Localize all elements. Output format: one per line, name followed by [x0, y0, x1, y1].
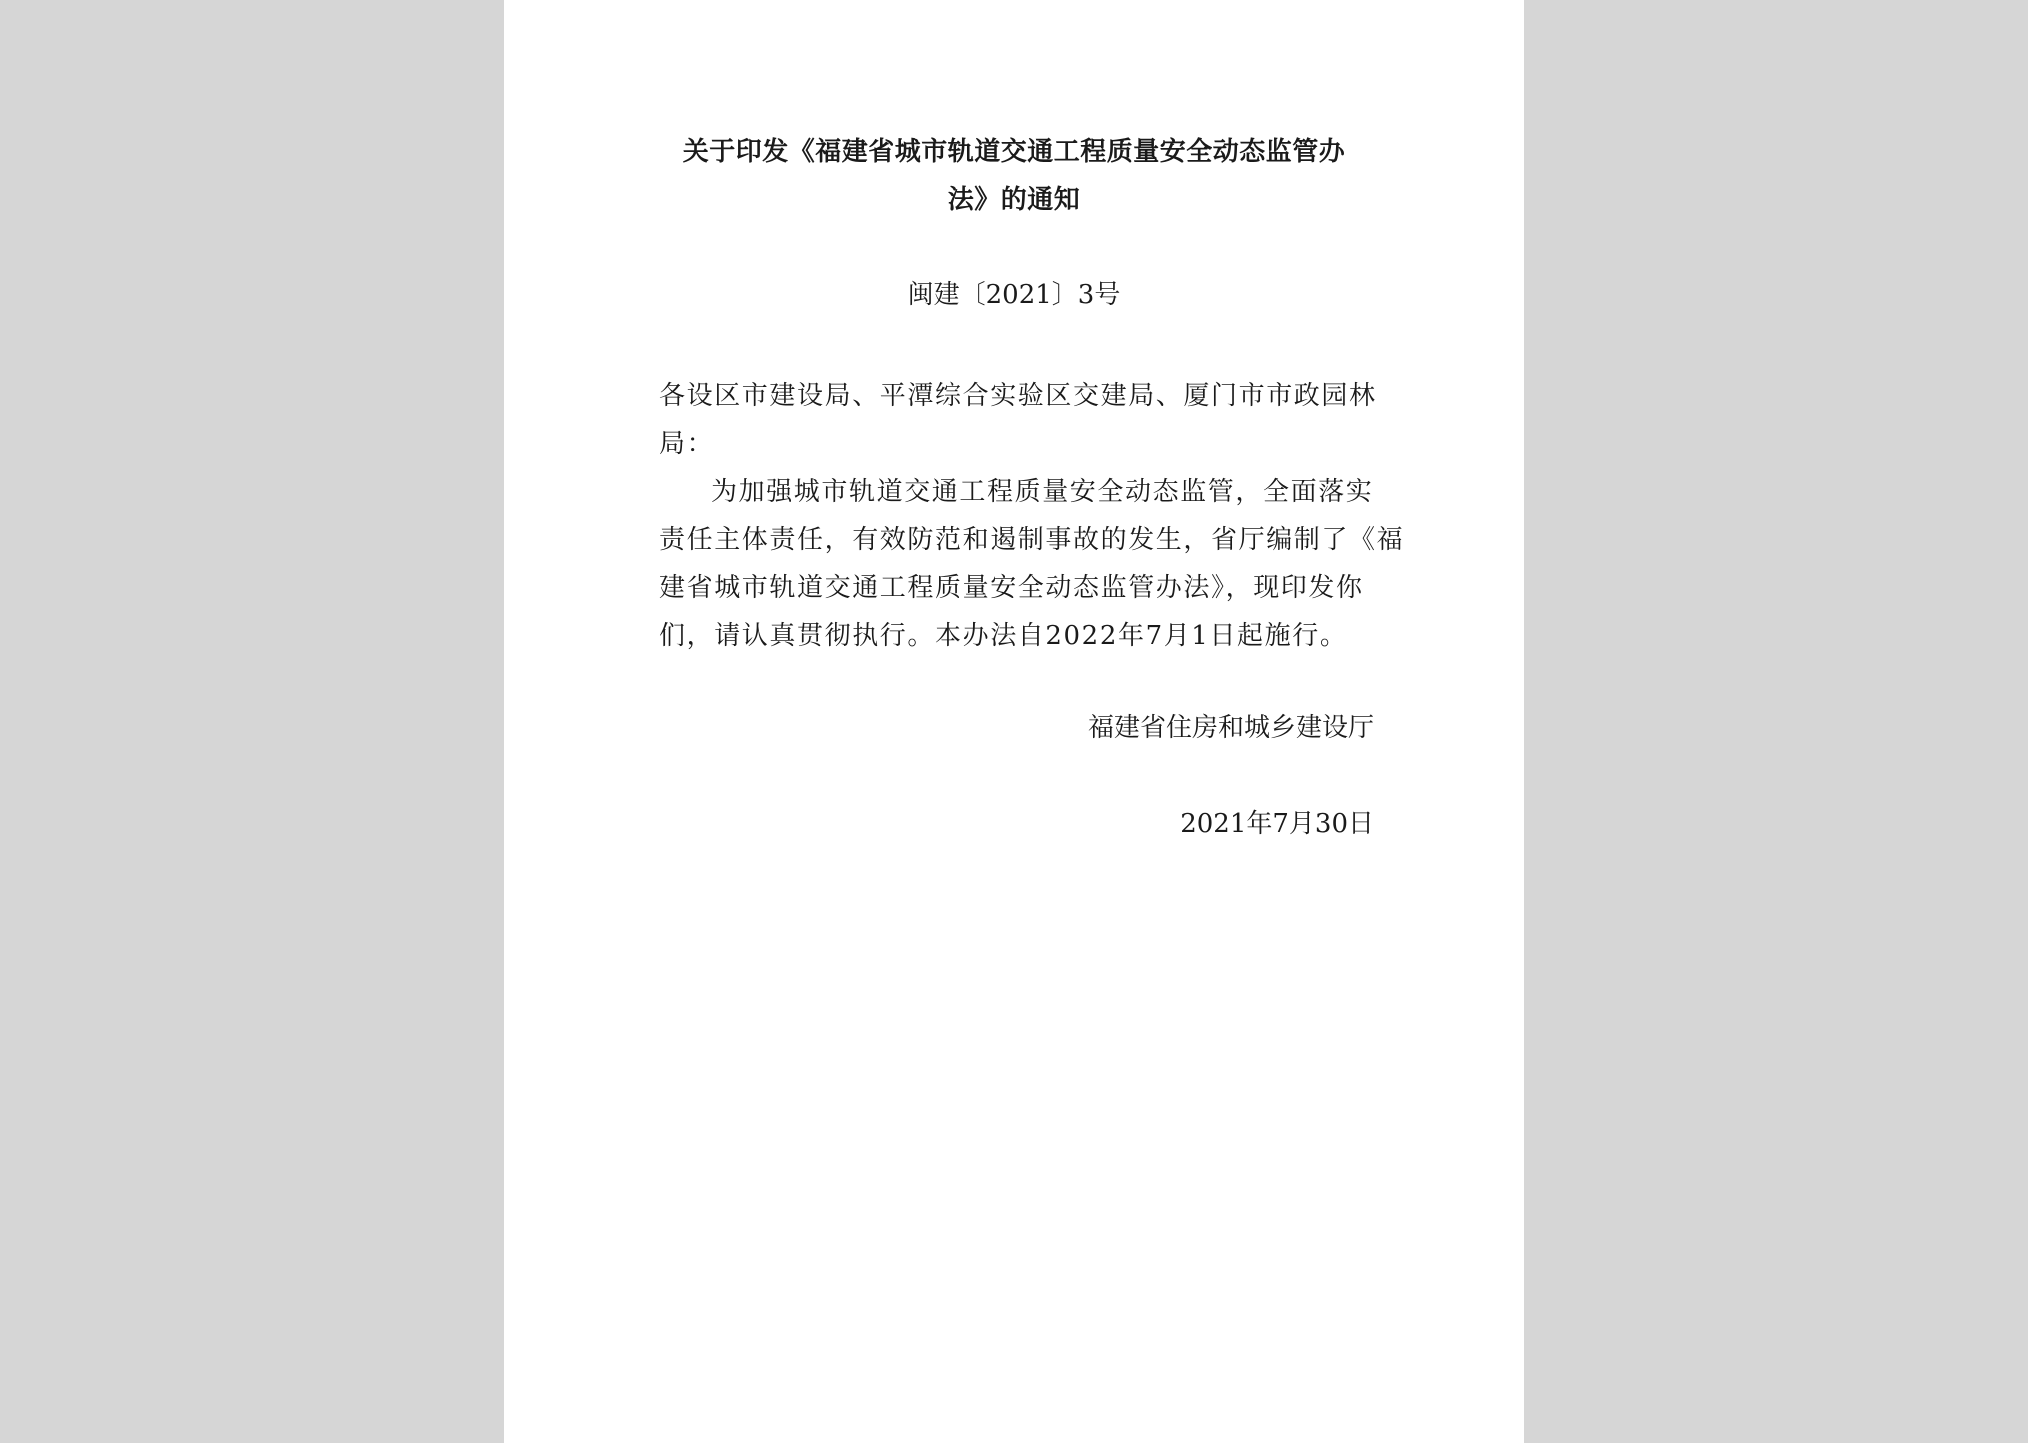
body-line-3: 建省城市轨道交通工程质量安全动态监管办法》，现印发你	[659, 573, 1364, 603]
document-number: 闽建〔2021〕3号	[907, 280, 1121, 310]
document-title-line-1: 关于印发《福建省城市轨道交通工程质量安全动态监管办	[682, 137, 1346, 167]
document-page	[504, 0, 1524, 1443]
body-line-2: 责任主体责任，有效防范和遏制事故的发生，省厅编制了《福	[659, 525, 1405, 555]
salutation-line-1: 各设区市建设局、平潭综合实验区交建局、厦门市市政园林	[659, 381, 1377, 411]
document-title-line-2: 法》的通知	[947, 185, 1081, 215]
body-line-1: 为加强城市轨道交通工程质量安全动态监管，全面落实	[711, 477, 1374, 507]
body-line-4: 们，请认真贯彻执行。本办法自2022年7月1日起施行。	[659, 621, 1348, 651]
issue-date: 2021年7月30日	[1180, 809, 1374, 839]
issuer-name: 福建省住房和城乡建设厅	[1087, 713, 1374, 743]
salutation-line-2: 局：	[659, 429, 715, 459]
